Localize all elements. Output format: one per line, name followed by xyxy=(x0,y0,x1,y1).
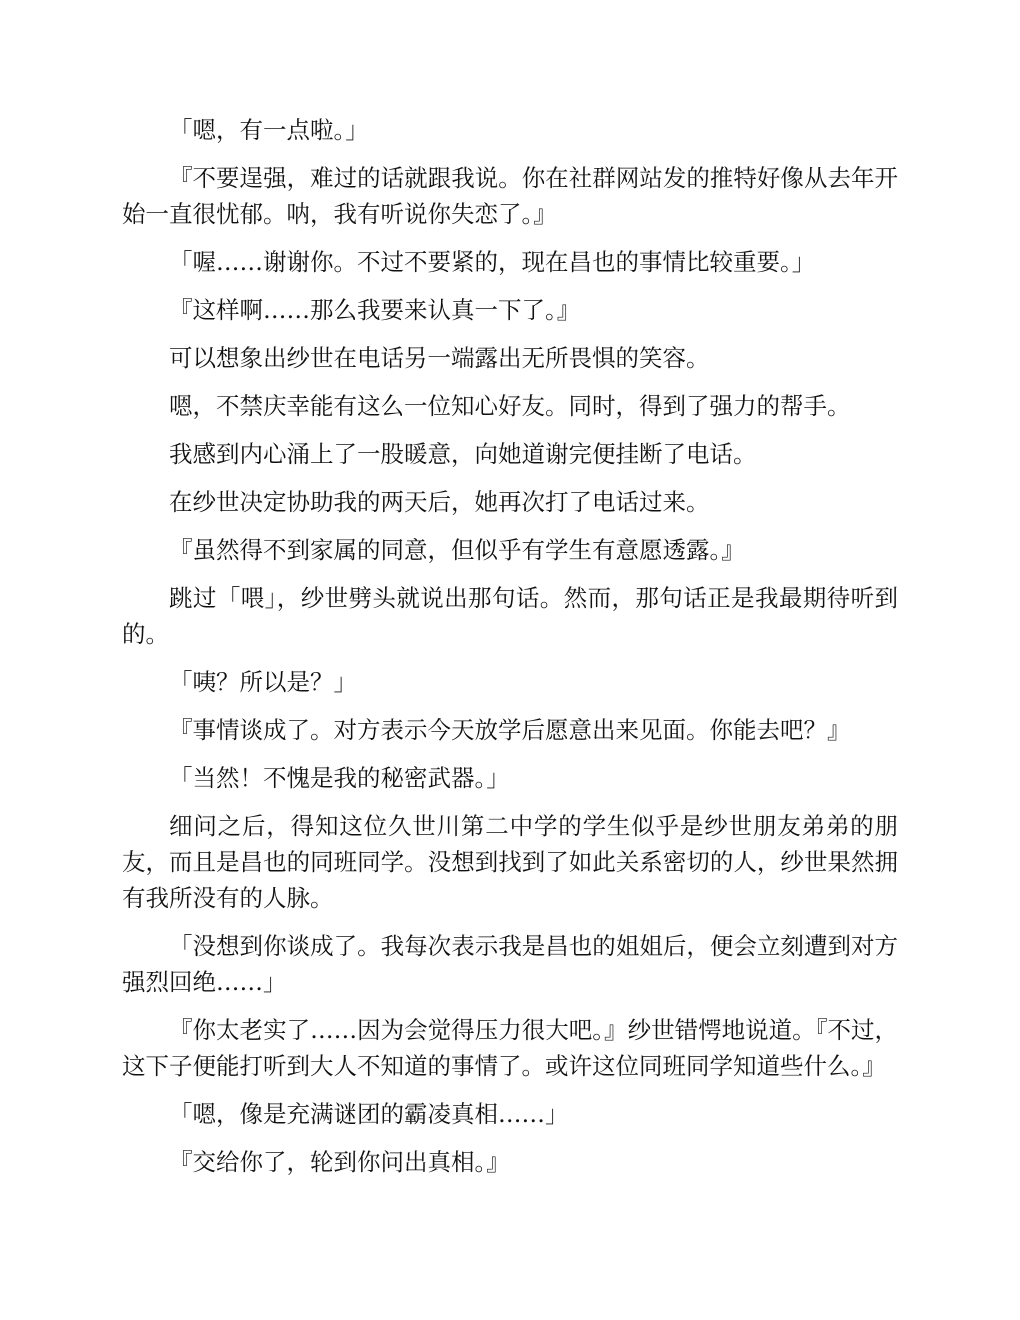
paragraph-16: 『你太老实了……因为会觉得压力很大吧。』纱世错愕地说道。『不过，这下子便能打听到大人不知道的事情了。或许这位同班同学知道些什么。』 xyxy=(122,1016,898,1080)
paragraph-8: 在纱世决定协助我的两天后，她再次打了电话过来。 xyxy=(169,488,710,516)
paragraph-7: 我感到内心涌上了一股暖意，向她道谢完便挂断了电话。 xyxy=(169,440,757,468)
paragraph-4: 『这样啊……那么我要来认真一下了。』 xyxy=(169,296,581,324)
paragraph-14: 细问之后，得知这位久世川第二中学的学生似乎是纱世朋友弟弟的朋友，而且是昌也的同班同学。没想到找到了如此关系密切的人，纱世果然拥有我所没有的人脉。 xyxy=(122,812,898,912)
paragraph-9: 『虽然得不到家属的同意，但似乎有学生有意愿透露。』 xyxy=(169,536,745,564)
paragraph-1: 「嗯，有一点啦。」 xyxy=(169,116,369,144)
paragraph-2: 『不要逞强，难过的话就跟我说。你在社群网站发的推特好像从去年开始一直很忧郁。呐，我有听说你失恋了。』 xyxy=(122,164,898,228)
paragraph-17: 「嗯，像是充满谜团的霸凌真相……」 xyxy=(169,1100,569,1128)
paragraph-12: 『事情谈成了。对方表示今天放学后愿意出来见面。你能去吧？』 xyxy=(169,716,851,744)
paragraph-18: 『交给你了，轮到你问出真相。』 xyxy=(169,1148,510,1176)
paragraph-13: 「当然！不愧是我的秘密武器。」 xyxy=(169,764,510,792)
body-text xyxy=(122,112,898,1192)
paragraph-11: 「咦？所以是？」 xyxy=(169,668,357,696)
paragraph-5: 可以想象出纱世在电话另一端露出无所畏惧的笑容。 xyxy=(169,344,710,372)
paragraph-6: 嗯，不禁庆幸能有这么一位知心好友。同时，得到了强力的帮手。 xyxy=(169,392,851,420)
paragraph-3: 「喔……谢谢你。不过不要紧的，现在昌也的事情比较重要。」 xyxy=(169,248,816,276)
paragraph-15: 「没想到你谈成了。我每次表示我是昌也的姐姐后，便会立刻遭到对方强烈回绝……」 xyxy=(122,932,898,996)
paragraph-10: 跳过「喂」，纱世劈头就说出那句话。然而，那句话正是我最期待听到的。 xyxy=(122,584,898,648)
